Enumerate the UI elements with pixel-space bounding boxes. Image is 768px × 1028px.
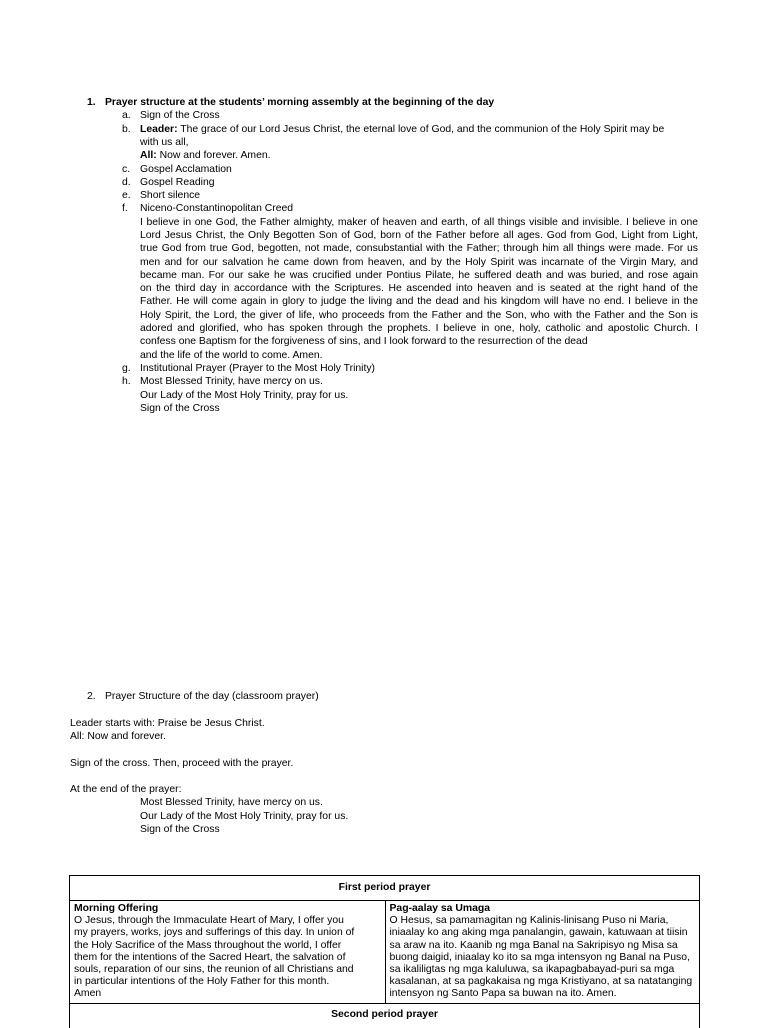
closing-line: Most Blessed Trinity, have mercy on us.: [140, 797, 323, 809]
creed-line: Holy Spirit, the Lord, the giver of life, who proceeds from the Father and the Son, who with the Father and the Son is: [140, 309, 698, 321]
leader-text-continued: with us all,: [140, 136, 189, 148]
prayer-line: O Jesus, through the Immaculate Heart of Mary, I offer you: [74, 915, 344, 927]
filipino-prayer-title: Pag-aalay sa Umaga: [389, 903, 490, 914]
creed-line: and the life of the world to come. Amen.: [140, 349, 323, 361]
prayer-table: [69, 875, 700, 1028]
prayer-line: intensyon ng Santo Papa sa buwan na ito. Amen.: [389, 988, 617, 1000]
all-response-line: [140, 149, 271, 162]
prayer-line: in particular intentions of the Holy Father for this month.: [74, 976, 330, 988]
list-item-text: Gospel Acclamation: [140, 163, 232, 175]
prayer-line: kasalanan, at sa pagkakaisa ng mga Kristiyano, at sa natatanging: [389, 976, 693, 988]
section-heading: Prayer structure at the students’ morning assembly at the beginning of the day: [105, 97, 495, 108]
leader-label: Leader:: [140, 123, 178, 135]
all-label: All:: [140, 150, 157, 162]
prayer-line: O Hesus, sa pamamagitan ng Kalinis-linisang Puso ni Maria,: [389, 915, 669, 927]
leader-instruction: Leader starts with: Praise be Jesus Christ.: [70, 717, 265, 729]
list-item-text-continued: Our Lady of the Most Holy Trinity, pray for us.: [140, 389, 349, 401]
list-item-text: Most Blessed Trinity, have mercy on us.: [140, 376, 323, 388]
creed-line: Lord Jesus Christ, the Only Begotten Son of God, born of the Father before all ages. God from God, Light from Light,: [140, 229, 698, 241]
creed-line: adored and glorified, who has spoken through the prophets. I believe in one, holy, catholic and apostolic Church. I: [140, 323, 698, 335]
list-marker: f.: [122, 203, 128, 215]
closing-line: Sign of the Cross: [140, 824, 220, 835]
section-heading: Prayer Structure of the day (classroom prayer): [105, 691, 319, 702]
prayer-line: the Holy Sacrifice of the Mass throughout the world, I offer: [74, 939, 342, 951]
list-marker: b.: [122, 123, 131, 135]
first-period-header: First period prayer: [70, 876, 699, 901]
creed-line: men and for our salvation he came down from heaven, and by the Holy Spirit was incarnate of the Virgin Mary, and: [140, 256, 698, 268]
prayer-line: souls, reparation of our sins, the reunion of all Christians and: [74, 963, 354, 975]
english-prayer-title: Morning Offering: [74, 903, 159, 914]
list-item-text: Short silence: [140, 190, 201, 202]
prayer-line: my prayers, works, joys and sufferings of this day. In union of: [74, 927, 355, 939]
leader-text: The grace of our Lord Jesus Christ, the eternal love of God, and the communion of the Holy Spirit may be: [177, 123, 665, 135]
creed-line: I believe in one God, the Father almighty, maker of heaven and earth, of all things visible and invisible. I believe in one: [140, 216, 698, 228]
closing-line: Our Lady of the Most Holy Trinity, pray for us.: [140, 810, 349, 822]
section-number: 1.: [87, 97, 96, 108]
list-item-text: Niceno-Constantinopolitan Creed: [140, 203, 294, 215]
second-period-header: Second period prayer: [331, 1008, 438, 1020]
list-marker: c.: [122, 163, 131, 175]
table-row: [70, 901, 699, 1004]
list-marker: a.: [122, 110, 131, 122]
end-label: At the end of the prayer:: [70, 784, 182, 796]
leader-line: [140, 123, 698, 136]
creed-line: on the third day in accordance with the Scriptures. He ascended into heaven and is seated at the right hand of the: [140, 283, 698, 295]
list-marker: d.: [122, 176, 131, 188]
prayer-line: Amen: [74, 988, 102, 1000]
list-marker: e.: [122, 190, 131, 202]
all-response: All: Now and forever.: [70, 730, 166, 742]
creed-text: [140, 216, 698, 362]
section-number: 2.: [87, 691, 96, 702]
list-item-text: Sign of the Cross: [140, 110, 220, 122]
filipino-prayer-cell: [385, 901, 700, 1003]
prayer-line: iniaalay ko ang aking mga panalangin, gawain, katuwaan at tiisin: [389, 927, 688, 939]
sign-instruction: Sign of the cross. Then, proceed with the prayer.: [70, 757, 294, 769]
creed-line: became man. For our sake he was crucified under Pontius Pilate, he suffered death and was buried, and rose again: [140, 269, 698, 281]
prayer-line: them for the intentions of the Sacred Heart, the salvation of: [74, 951, 346, 963]
prayer-line: sa araw na ito. Kaanib ng mga Banal na Sakripisyo ng Misa sa: [389, 939, 678, 951]
creed-line: confess one Baptism for the forgiveness of sins, and I look forward to the resurrection of the dead: [140, 336, 588, 348]
prayer-line: buong daigid, iniaalay ko ito sa mga intensyon ng Banal na Puso,: [389, 951, 690, 963]
prayer-line: sa ikaliligtas ng mga kaluluwa, sa ikapagbabayad-puri sa mga: [389, 963, 675, 975]
creed-line: Father. He will come again in glory to judge the living and the dead and his kingdom will have no end. I believe in the: [140, 296, 698, 308]
list-marker: g.: [122, 363, 131, 374]
list-marker: h.: [122, 376, 131, 388]
list-item-text: Gospel Reading: [140, 176, 215, 188]
creed-line: true God from true God, begotten, not made, consubstantial with the Father; through him all things were made. For us: [140, 243, 698, 255]
list-item-text-continued: Sign of the Cross: [140, 402, 220, 414]
english-prayer-cell: [70, 901, 385, 1003]
list-item-text: Institutional Prayer (Prayer to the Most Holy Trinity): [140, 363, 376, 374]
all-text: Now and forever. Amen.: [156, 150, 271, 162]
